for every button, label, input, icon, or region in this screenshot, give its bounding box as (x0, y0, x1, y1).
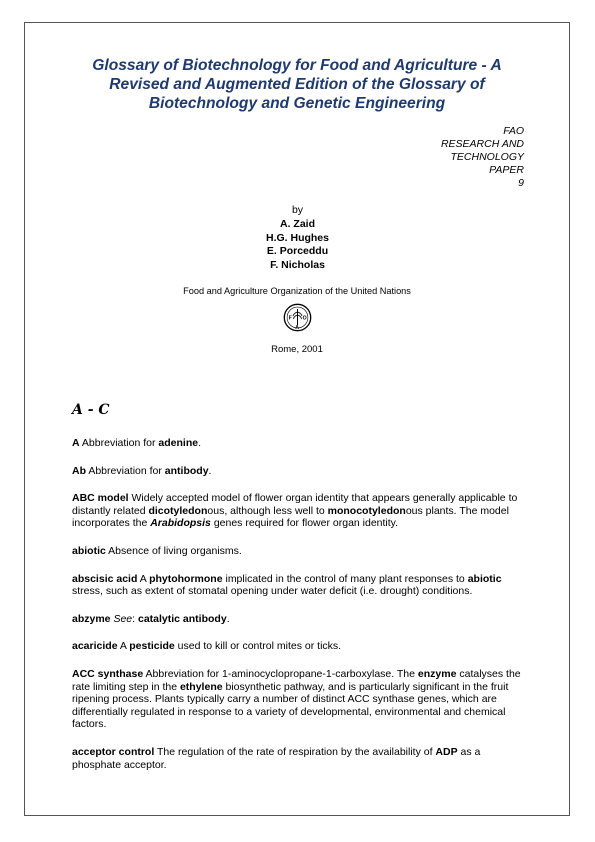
entry-text: implicated in the control of many plant responses to (222, 572, 468, 585)
entry-text: . (226, 612, 230, 625)
entry-text: . (198, 437, 201, 449)
series-line: FAO (503, 125, 524, 137)
entry-term: abiotic (72, 544, 106, 557)
series-line: TECHNOLOGY (450, 151, 524, 163)
place-date: Rome, 2001 (271, 344, 323, 355)
series-line: PAPER (489, 164, 524, 176)
entry-text: catalytic antibody (137, 612, 227, 625)
organization-name: Food and Agriculture Organization of the United Nations (183, 286, 411, 296)
author-name: E. Porceddu (266, 245, 329, 258)
glossary-entry (72, 613, 524, 626)
svg-text:F: F (288, 315, 292, 322)
entry-text: ous, although less well to (207, 504, 328, 517)
entry-text: A (117, 640, 130, 653)
entry-text: : (132, 612, 138, 625)
entry-term: Ab (72, 464, 86, 477)
section-heading: A - C (72, 402, 110, 418)
entry-text: A (137, 572, 150, 585)
series-line: 9 (518, 177, 524, 189)
document-title: Glossary of Biotechnology for Food and Agriculture - A Revised and Augmented Edition of the Glossary of Biotechnology and Genetic Engineering (92, 57, 502, 112)
author-name: H.G. Hughes (265, 231, 329, 244)
svg-text:A: A (295, 325, 300, 331)
entry-text: Abbreviation for (86, 464, 165, 477)
glossary-entry (72, 465, 524, 478)
entry-text: biosynthetic pathway, and is particularly significant in the fruit ripening process. Plants typically carry a number of distinct ACC synthase genes, which are differentially regulated in response to a variety of developmental, environmental and chemical factors. (72, 680, 509, 731)
entry-text: antibody (164, 464, 209, 477)
author-name: A. Zaid (279, 217, 315, 230)
glossary-entries (72, 437, 524, 786)
entry-text: Absence of living organisms. (105, 544, 242, 557)
entry-text: phytohormone (149, 572, 223, 585)
fao-logo-icon (283, 303, 312, 332)
entry-text: as a phosphate acceptor. (72, 745, 481, 771)
entry-text: ethylene (179, 680, 223, 693)
entry-text: Abbreviation for 1-aminocyclopropane-1-carboxylase. The (143, 667, 418, 680)
by-label: by (291, 204, 304, 216)
entry-text: adenine (158, 437, 199, 449)
entry-text: ous plants. The model incorporates the (72, 504, 509, 530)
entry-text: See (113, 612, 133, 625)
entry-term: A (72, 437, 80, 449)
entry-text: . (208, 464, 212, 477)
glossary-entry (72, 492, 524, 530)
glossary-entry (72, 437, 524, 450)
series-line: RESEARCH AND (440, 138, 524, 150)
entry-text: stress, such as extent of stomatal opening under water deficit (i.e. drought) conditions. (72, 585, 473, 598)
series-info (400, 125, 524, 190)
entry-text: used to kill or control mites or ticks. (174, 640, 342, 653)
entry-term: acceptor control (72, 745, 155, 758)
glossary-entry (72, 573, 524, 598)
glossary-entry (72, 640, 524, 653)
entry-text: monocotyledon (327, 504, 406, 517)
author-block (200, 204, 395, 273)
glossary-entry (72, 545, 524, 558)
entry-text: catalyses the rate limiting step in the (72, 667, 521, 693)
entry-text: The regulation of the rate of respiration by the availability of (154, 745, 436, 758)
author-name: F. Nicholas (270, 259, 325, 272)
entry-text: abiotic (467, 572, 502, 585)
entry-term: abzyme (72, 612, 111, 625)
entry-term: abscisic acid (72, 572, 138, 585)
svg-text:O: O (302, 315, 307, 322)
entry-text: genes required for flower organ identity. (210, 517, 399, 530)
entry-text: Abbreviation for (79, 437, 159, 449)
entry-term: acaricide (72, 640, 118, 653)
entry-text: pesticide (129, 640, 175, 653)
entry-term: ABC model (72, 492, 129, 505)
entry-text: Arabidopsis (150, 517, 211, 530)
glossary-entry (72, 746, 524, 771)
entry-text: ADP (435, 745, 458, 758)
glossary-entry (72, 668, 524, 731)
entry-term: ACC synthase (72, 667, 144, 680)
entry-text: enzyme (417, 667, 457, 680)
entry-text: dicotyledon (148, 504, 208, 517)
entry-text: Widely accepted model of flower organ identity that appears generally applicable to distantly related (72, 492, 518, 517)
